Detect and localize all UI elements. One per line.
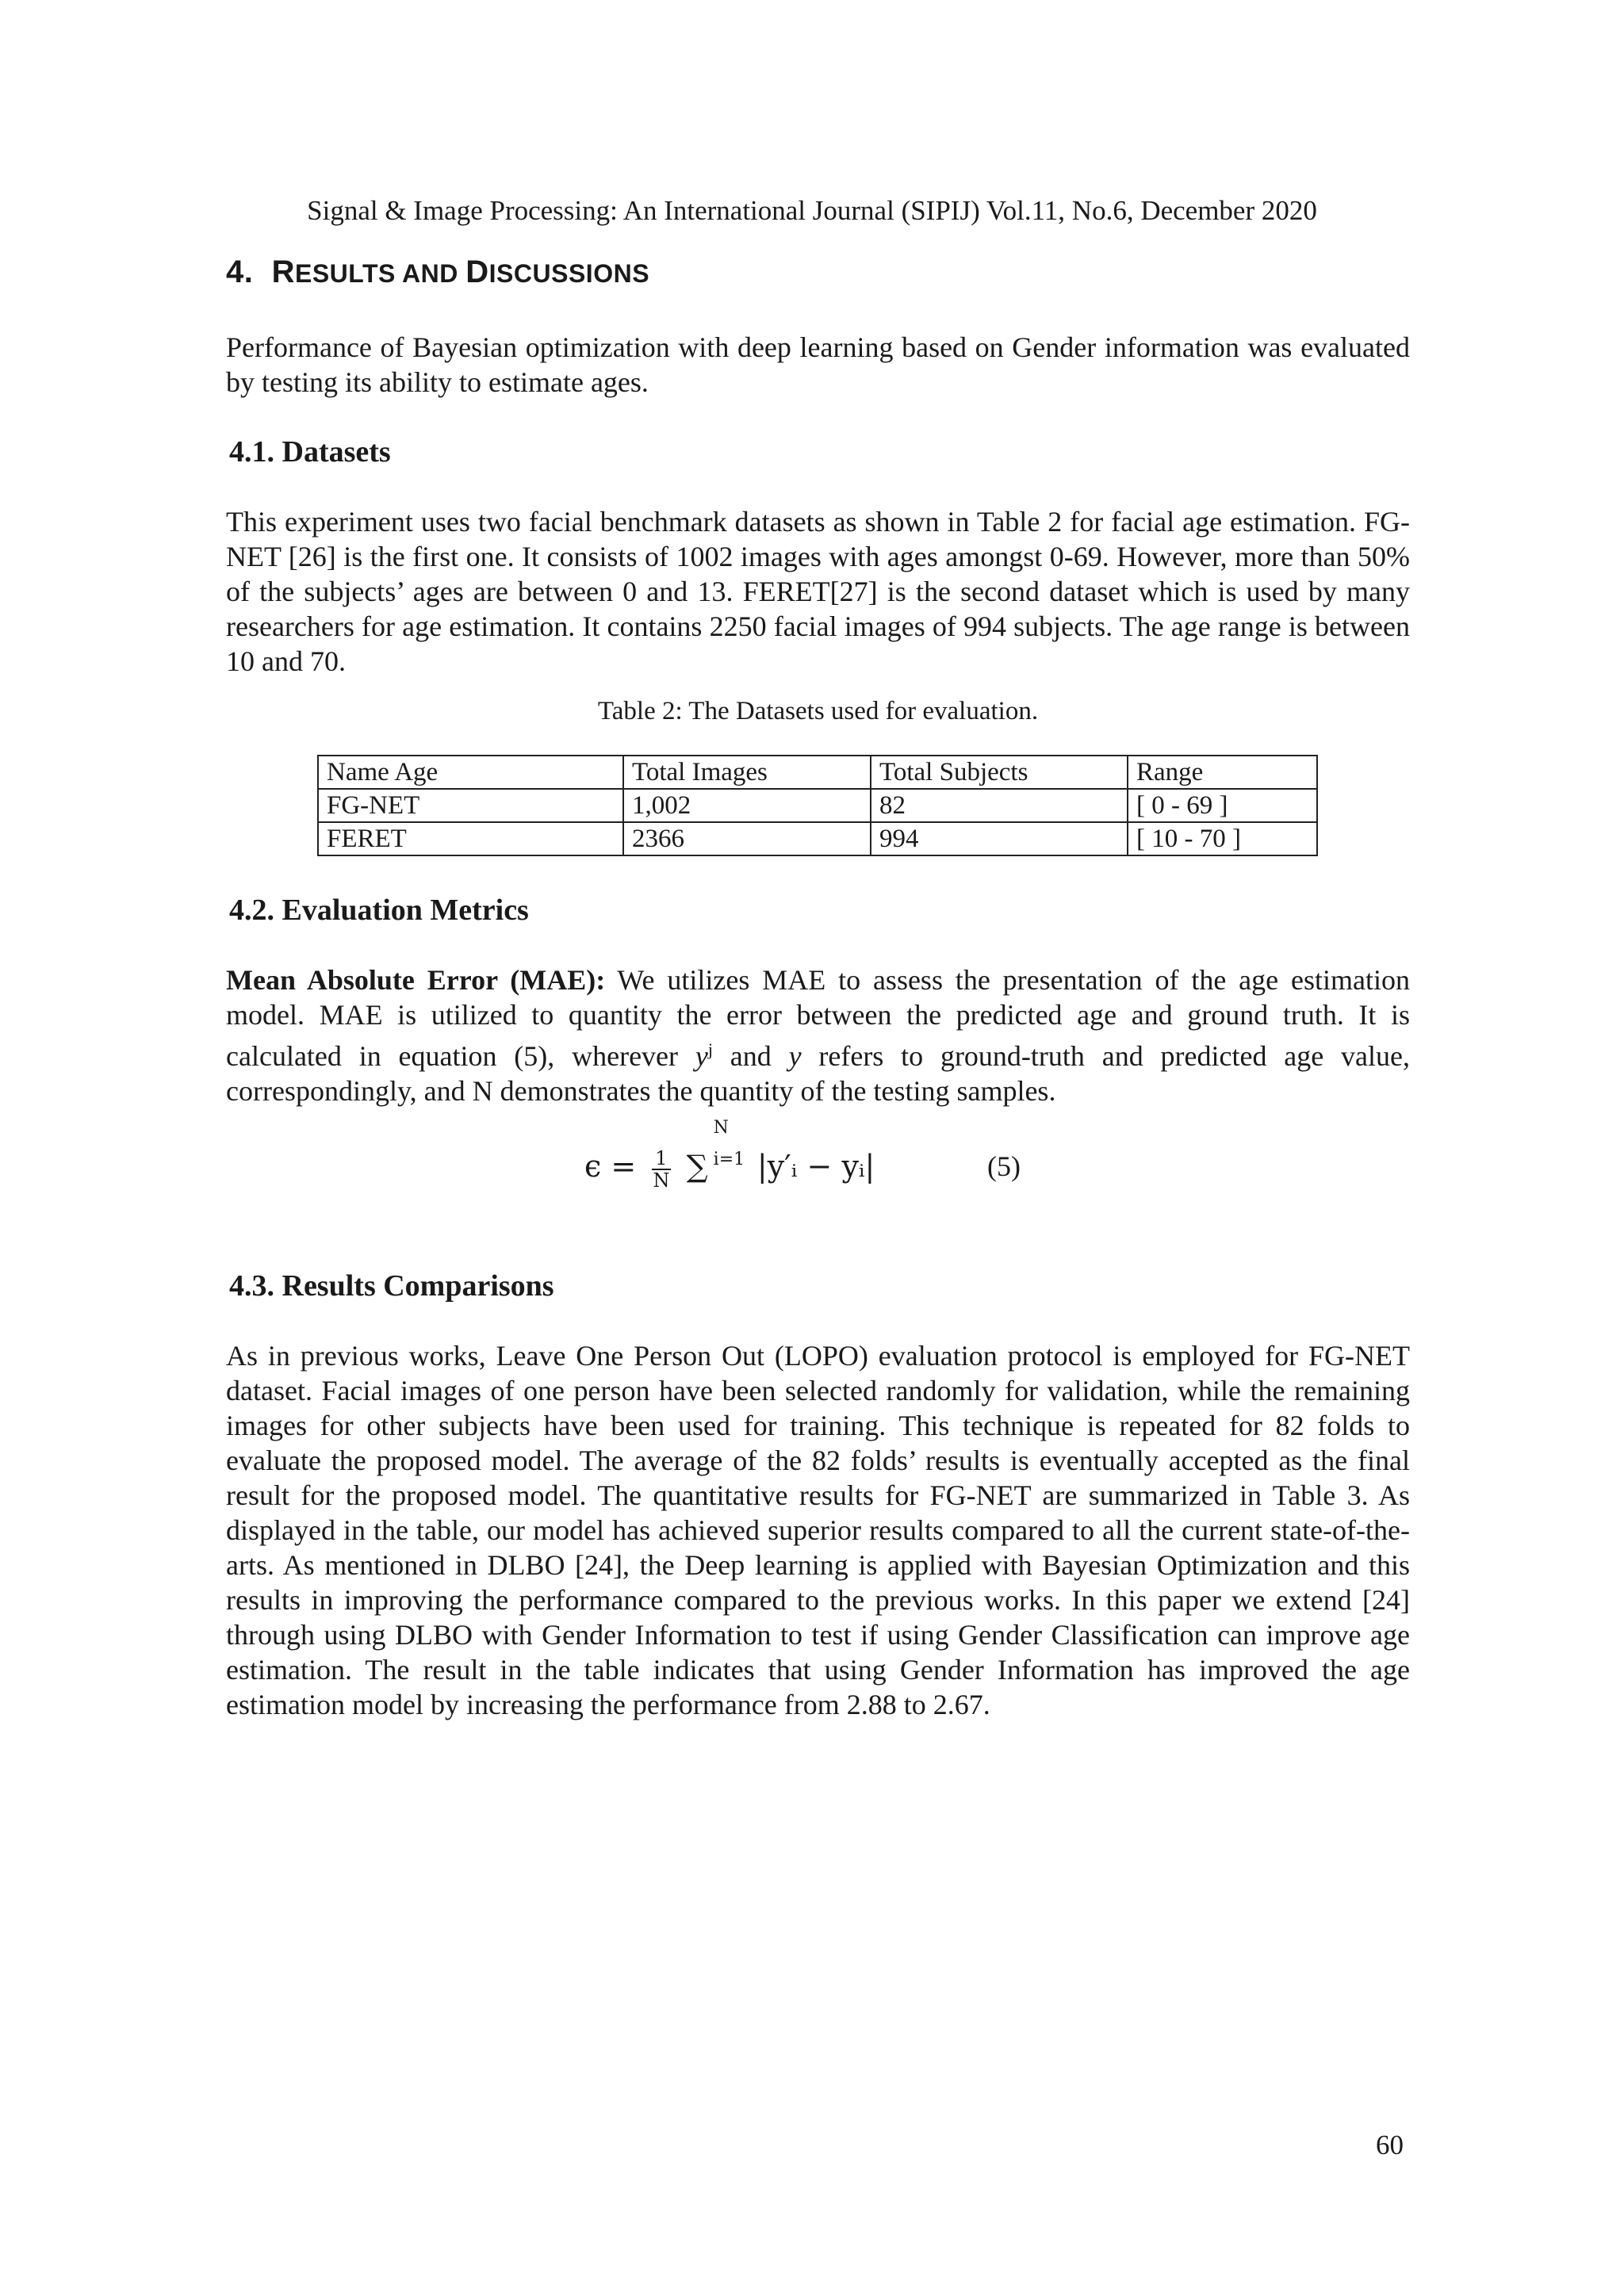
mae-paragraph <box>226 962 1410 1108</box>
fraction-denominator: N <box>653 1169 670 1192</box>
mae-text-2: and <box>712 1040 789 1072</box>
table-header-cell: Range <box>1128 756 1317 789</box>
page-number: 60 <box>1376 2130 1404 2160</box>
table-cell: [ 10 - 70 ] <box>1128 822 1317 855</box>
table-header-cell: Total Subjects <box>871 756 1128 789</box>
section-title-rest-1: ESULTS AND <box>294 259 466 288</box>
mae-text-1: We utilizes MAE to assess the presentation of the age estimation model. MAE is utilized to quantity the error between the predicted age and ground truth. It is calculated in equation (5), wherever <box>226 964 1410 1072</box>
section-title-cap-1: R <box>271 254 295 289</box>
page-content <box>226 252 1410 1722</box>
mae-text-3: refers to ground-truth and predicted age value, correspondingly, and N demonstrates the quantity of the testing samples. <box>226 1040 1411 1107</box>
table-cell: 82 <box>871 789 1128 822</box>
results-paragraph: As in previous works, Leave One Person Out (LOPO) evaluation protocol is employed for FG-NET dataset. Facial images of one person have been selected randomly for validation, while the remaining images for other subjects have been used for training. This technique is repeated for 82 folds to evaluate the proposed model. The average of the 82 folds’ results is eventually accepted as the final result for the proposed model. The quantitative results for FG-NET are summarized in Table 3. As displayed in the table, our model has achieved superior results compared to all the current state-of-the-arts. As mentioned in DLBO [24], the Deep learning is applied with Bayesian Optimization and this results in improving the performance compared to the previous works. In this paper we extend [24] through using DLBO with Gender Information to test if using Gender Classification can improve age estimation. The result in the table indicates that using Gender Information has improved the age estimation model by increasing the performance from 2.88 to 2.67. <box>226 1340 1410 1720</box>
table-header-cell: Total Images <box>623 756 871 789</box>
subsection-heading-datasets: 4.1. Datasets <box>229 435 391 469</box>
summation <box>686 1118 745 1202</box>
section-heading <box>226 252 1410 293</box>
equation-fraction <box>652 1148 670 1191</box>
predicted-symbol: y <box>788 1040 802 1072</box>
equation-body: |y′ᵢ − yᵢ| <box>756 1149 875 1184</box>
table-header-row <box>318 756 1317 789</box>
subsection-heading-metrics: 4.2. Evaluation Metrics <box>229 894 529 927</box>
equation-number: (5) <box>987 1150 1021 1182</box>
equation-block <box>226 1118 1410 1202</box>
subsection-heading-results: 4.3. Results Comparisons <box>229 1269 554 1303</box>
fraction-numerator: 1 <box>652 1148 670 1170</box>
section-title-cap-2: D <box>465 254 489 289</box>
ground-truth-symbol: y <box>695 1040 708 1072</box>
mae-equation <box>584 1118 875 1202</box>
summation-symbol: ∑ <box>686 1149 708 1184</box>
section-intro-paragraph: Performance of Bayesian optimization with deep learning based on Gender information was evaluated by testing its ability to estimate ages. <box>226 331 1410 398</box>
datasets-paragraph: This experiment uses two facial benchmark datasets as shown in Table 2 for facial age estimation. FG-NET [26] is the first one. It consists of 1002 images with ages amongst 0-69. However, more than 50% of the subjects’ ages are between 0 and 13. FERET[27] is the second dataset which is used by many researchers for age estimation. It contains 2250 facial images of 994 subjects. The age range is between 10 and 70. <box>226 506 1410 677</box>
running-header: Signal & Image Processing: An International Journal (SIPIJ) Vol.11, No.6, December 2020 <box>307 195 1317 226</box>
summation-lower-limit: i=1 <box>713 1150 745 1169</box>
table-row <box>318 789 1317 822</box>
table-header-cell: Name Age <box>318 756 623 789</box>
table-caption: Table 2: The Datasets used for evaluation. <box>597 697 1039 725</box>
equation-lhs: ϵ = <box>584 1149 637 1184</box>
table-cell: 1,002 <box>623 789 871 822</box>
mae-label: Mean Absolute Error (MAE): <box>226 964 606 996</box>
table-cell: 994 <box>871 822 1128 855</box>
table-row <box>318 822 1317 855</box>
table-cell: FERET <box>318 822 623 855</box>
table-cell: FG-NET <box>318 789 623 822</box>
table-cell: 2366 <box>623 822 871 855</box>
datasets-table <box>317 755 1318 856</box>
section-title-rest-2: ISCUSSIONS <box>488 259 650 288</box>
summation-upper-limit: N <box>713 1118 729 1138</box>
table-cell: [ 0 - 69 ] <box>1128 789 1317 822</box>
ground-truth-superscript: j <box>707 1039 713 1059</box>
section-number: 4. <box>226 254 254 289</box>
